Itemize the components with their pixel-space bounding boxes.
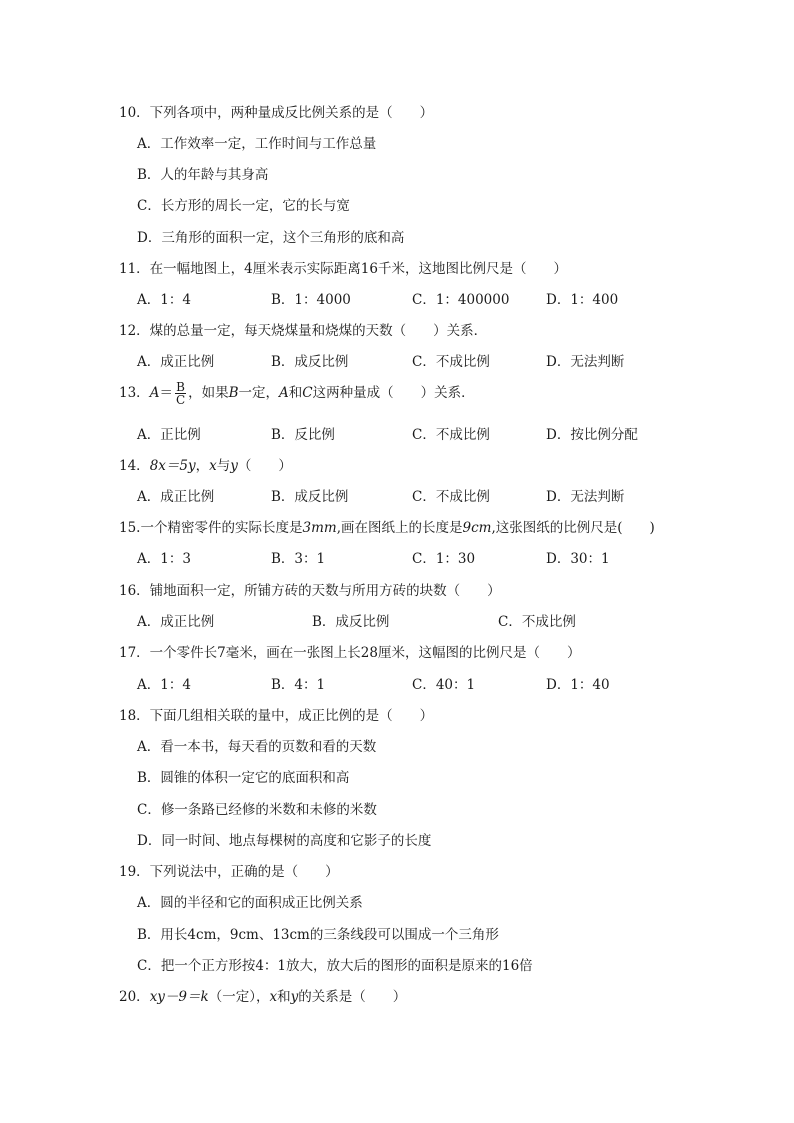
question-16-option-a: A．成正比例 <box>137 614 215 630</box>
question-14-option-d: D．无法判断 <box>546 489 625 505</box>
question-15-stem: 15.一个精密零件的实际长度是3mm,画在图纸上的长度是9cm,这张图纸的比例尺是( ) <box>119 520 655 536</box>
question-17-stem: 17．一个零件长7毫米，画在一张图上长28厘米，这幅图的比例尺是（ ） <box>119 645 581 661</box>
question-14-option-a: A．成正比例 <box>137 489 215 505</box>
question-12-option-d: D．无法判断 <box>546 354 625 370</box>
question-18-option-b: B．圆锥的体积一定它的底面积和高 <box>137 770 350 786</box>
question-15-option-d: D．30：1 <box>546 551 610 567</box>
question-10-option-b: B．人的年龄与其身高 <box>137 167 269 183</box>
question-14-stem: 14．8x＝5y，x与y（ ） <box>119 458 292 474</box>
question-18-option-d: D．同一时间、地点每棵树的高度和它影子的长度 <box>137 833 432 849</box>
question-12-option-a: A．成正比例 <box>137 354 215 370</box>
question-13-stem: 13．A＝ $\frac{B}{C}$ ，如果B一定，A和C这两种量成（ ）关系． <box>119 380 475 407</box>
question-19-option-b: B．用长4cm，9cm、13cm的三条线段可以围成一个三角形 <box>137 927 499 943</box>
question-12-stem: 12．煤的总量一定，每天烧煤量和烧煤的天数（ ）关系． <box>119 323 488 339</box>
question-15-option-a: A．1：3 <box>137 551 191 567</box>
question-17-option-a: A．1：4 <box>137 677 191 693</box>
question-12-option-b: B．成反比例 <box>271 354 349 370</box>
question-11-option-c: C．1：400000 <box>412 292 510 308</box>
question-18-option-a: A．看一本书，每天看的页数和看的天数 <box>137 739 377 755</box>
question-14-option-b: B．成反比例 <box>271 489 349 505</box>
question-17-option-d: D．1：40 <box>546 677 610 693</box>
question-14-option-c: C．不成比例 <box>412 489 490 505</box>
question-15-option-b: B．3：1 <box>271 551 326 567</box>
question-19-option-c: C．把一个正方形按4：1放大，放大后的图形的面积是原来的16倍 <box>137 958 533 974</box>
question-11-option-d: D．1：400 <box>546 292 619 308</box>
question-19-option-a: A．圆的半径和它的面积成正比例关系 <box>137 895 363 911</box>
question-11-option-b: B．1：4000 <box>271 292 351 308</box>
question-11-stem: 11．在一幅地图上，4厘米表示实际距离16千米，这地图比例尺是（ ） <box>119 261 567 277</box>
question-16-stem: 16．铺地面积一定，所铺方砖的天数与所用方砖的块数（ ） <box>119 583 501 599</box>
question-17-option-c: C．40：1 <box>412 677 476 693</box>
question-15-option-c: C．1：30 <box>412 551 476 567</box>
question-10-stem: 10．下列各项中，两种量成反比例关系的是（ ） <box>119 105 434 121</box>
question-17-option-b: B．4：1 <box>271 677 326 693</box>
question-13-option-c: C．不成比例 <box>412 427 490 443</box>
question-12-option-c: C．不成比例 <box>412 354 490 370</box>
question-19-stem: 19．下列说法中，正确的是（ ） <box>119 864 339 880</box>
question-20-stem: 20．xy－9＝k（一定），x和y的关系是（ ） <box>119 989 407 1005</box>
fraction-b-over-c: $\frac{B}{C}$ <box>175 380 186 407</box>
question-13-option-a: A．正比例 <box>137 427 201 443</box>
question-11-option-a: A．1：4 <box>137 292 191 308</box>
question-18-stem: 18．下面几组相关联的量中，成正比例的是（ ） <box>119 708 434 724</box>
question-13-option-d: D．按比例分配 <box>546 427 638 443</box>
question-10-option-a: A．工作效率一定，工作时间与工作总量 <box>137 136 377 152</box>
question-18-option-c: C．修一条路已经修的米数和未修的米数 <box>137 802 377 818</box>
question-13-option-b: B．反比例 <box>271 427 335 443</box>
question-10-option-c: C．长方形的周长一定，它的长与宽 <box>137 198 350 214</box>
question-16-option-b: B．成反比例 <box>312 614 390 630</box>
question-16-option-c: C．不成比例 <box>498 614 576 630</box>
question-10-option-d: D．三角形的面积一定，这个三角形的底和高 <box>137 230 405 246</box>
